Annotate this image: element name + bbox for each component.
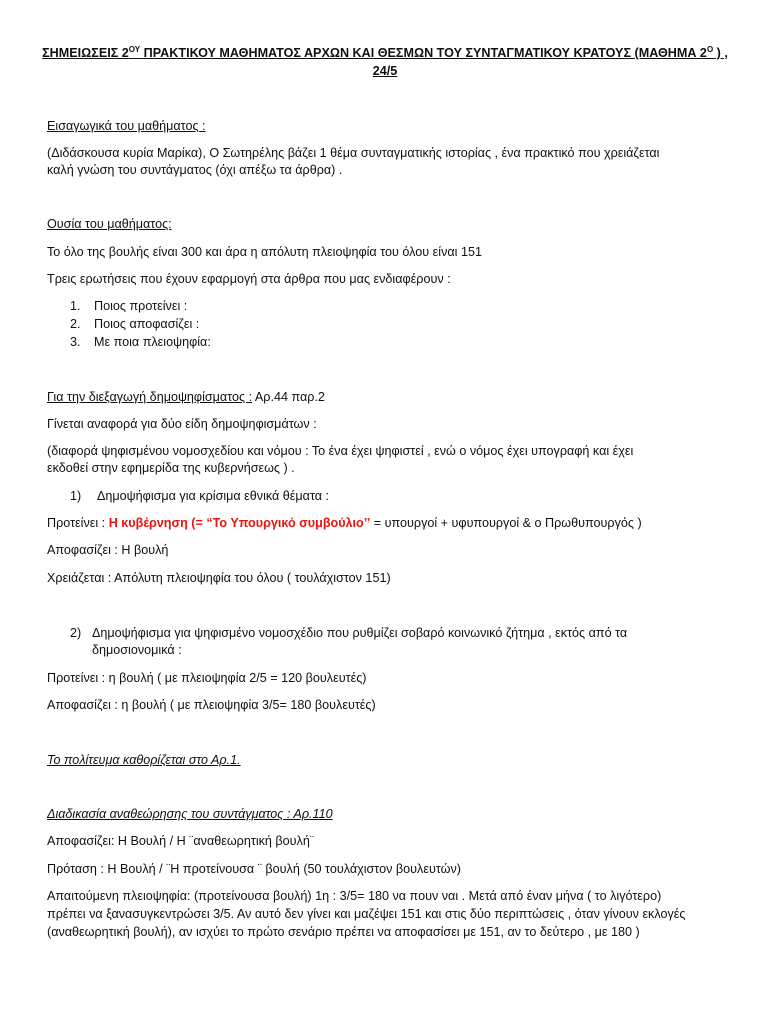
intro-heading: Εισαγωγικά του μαθήματος : [47, 119, 206, 133]
case-number: 1) [70, 489, 82, 503]
case-2-propose: Προτείνει : η βουλή ( με πλειοψηφία 2/5 = 120 βουλευτές) [47, 671, 367, 685]
list-number: 1. [70, 299, 81, 313]
case-title: δημοσιονομικά : [92, 643, 182, 657]
list-text: Ποιος προτείνει : [94, 299, 188, 313]
case-1-propose [47, 515, 727, 532]
list-number: 3. [70, 335, 81, 349]
title-text: ΠΡΑΚΤΙΚΟΥ ΜΑΘΗΜΑΤΟΣ ΑΡΧΩΝ ΚΑΙ ΘΕΣΜΩΝ ΤΟΥ ΣΥΝΤΑΓΜΑΤΙΚΟΥ ΚΡΑΤΟΥΣ (ΜΑΘΗΜΑ 2 [140, 46, 707, 60]
case-1-need: Χρειάζεται : Απόλυτη πλειοψηφία του όλου ( τουλάχιστον 151) [47, 571, 391, 585]
propose-label: Προτείνει : [47, 516, 109, 530]
referendum-case-1 [0, 488, 768, 508]
case-1-decide: Αποφασίζει : Η βουλή [47, 543, 169, 557]
referendum-heading-line [47, 389, 727, 406]
list-item [0, 316, 768, 336]
referendum-line: Γίνεται αναφορά για δύο είδη δημοψηφισμάτων : [47, 417, 317, 431]
referendum-heading: Για την διεξαγωγή δημοψηφίσματος : [47, 390, 253, 404]
title-superscript: Ο [706, 44, 714, 54]
list-item [0, 298, 768, 318]
intro-line: (Διδάσκουσα κυρία Μαρίκα), Ο Σωτηρέλης βάζει 1 θέμα συνταγματικής ιστορίας , ένα πρακτικό που χρειάζεται [47, 146, 660, 160]
referendum-line: (διαφορά ψηφισμένου νομοσχεδίου και νόμου : Το ένα έχει ψηφιστεί , ενώ ο νόμος έχει υπογραφή και έχει [47, 444, 634, 458]
referendum-article-ref: Αρ.44 παρ.2 [252, 390, 325, 404]
revision-majority: Απαιτούμενη πλειοψηφία: (προτείνουσα βουλή) 1η : 3/5= 180 να πουν ναι . Μετά από έναν μήνα ( το λιγότερο) [47, 889, 662, 903]
revision-decide: Αποφασίζει: Η Βουλή / Η ¨αναθεωρητική βουλή¨ [47, 834, 315, 848]
case-title: Δημοψήφισμα για ψηφισμένο νομοσχέδιο που ρυθμίζει σοβαρό κοινωνικό ζήτημα , εκτός από τα [92, 626, 628, 640]
document-title [40, 45, 730, 62]
referendum-case-2 [0, 625, 768, 663]
essence-heading: Ουσία του μαθήματος: [47, 217, 172, 231]
referendum-line: εκδοθεί στην εφημερίδα της κυβερνήσεως ) . [47, 461, 295, 475]
list-number: 2. [70, 317, 81, 331]
revision-majority: (αναθεωρητική βουλή), αν ισχύει το πρώτο σενάριο πρέπει να αποφασίσει με 151, αν το δεύτερο , με 180 ) [47, 925, 640, 939]
essence-line: Το όλο της βουλής είναι 300 και άρα η απόλυτη πλειοψηφία του όλου είναι 151 [47, 245, 482, 259]
title-text: ΣΗΜΕΙΩΣΕΙΣ 2 [42, 46, 129, 60]
essence-line: Τρεις ερωτήσεις που έχουν εφαρμογή στα άρθρα που μας ενδιαφέρουν : [47, 272, 451, 286]
list-item [0, 334, 768, 354]
document-title-date: 24/5 [372, 64, 398, 78]
propose-highlight: Η κυβέρνηση (= “Το Υπουργικό συμβούλιο’’ [108, 516, 371, 530]
case-title: Δημοψήφισμα για κρίσιμα εθνικά θέματα : [97, 489, 330, 503]
list-text: Με ποια πλειοψηφία: [94, 335, 211, 349]
title-superscript: ΟΥ [128, 44, 141, 54]
revision-proposal: Πρόταση : Η Βουλή / ¨Η προτείνουσα ¨ βουλή (50 τουλάχιστον βουλευτών) [47, 862, 461, 876]
intro-line: καλή γνώση του συντάγματος (όχι απέξω τα άρθρα) . [47, 163, 343, 177]
list-text: Ποιος αποφασίζει : [94, 317, 200, 331]
propose-detail: = υπουργοί + υφυπουργοί & ο Πρωθυπουργός ) [370, 516, 642, 530]
case-2-decide: Αποφασίζει : η βουλή ( με πλειοψηφία 3/5= 180 βουλευτές) [47, 698, 376, 712]
regime-note: Το πολίτευμα καθορίζεται στο Αρ.1. [47, 753, 241, 767]
revision-heading: Διαδικασία αναθεώρησης του συντάγματος : Αρ.110 [47, 807, 333, 821]
revision-majority: πρέπει να ξανασυγκεντρώσει 3/5. Αν αυτό δεν γίνει και μαζέψει 151 και στις δύο περιπτώσεις , όταν γίνουν εκλογές [47, 907, 686, 921]
case-number: 2) [70, 626, 82, 640]
title-text: ) , [713, 46, 728, 60]
